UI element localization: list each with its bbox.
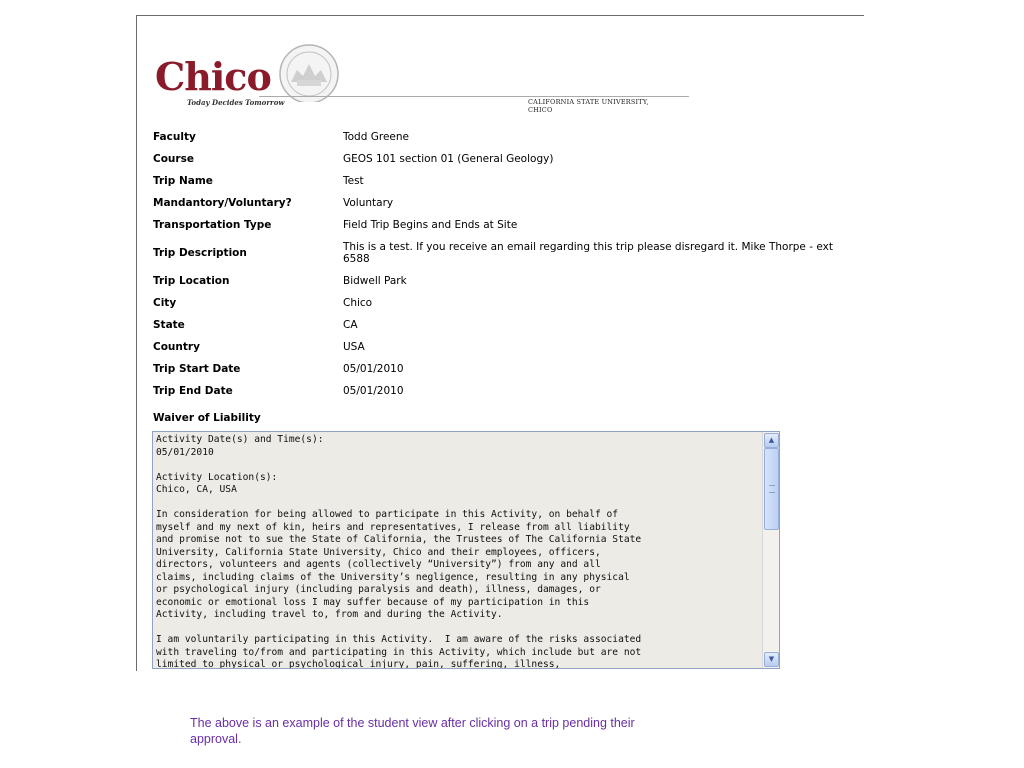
detail-value: CA — [343, 319, 358, 331]
scrollbar-grip-icon — [769, 485, 775, 493]
scroll-down-arrow-icon[interactable]: ▼ — [764, 652, 779, 667]
chico-logo-wordmark: Chico — [155, 54, 271, 99]
detail-row-country — [153, 336, 853, 358]
detail-label: Mandantory/Voluntary? — [153, 197, 292, 209]
trip-details-table — [153, 126, 853, 402]
detail-label: City — [153, 297, 177, 309]
detail-row-state — [153, 314, 853, 336]
university-name: CALIFORNIA STATE UNIVERSITY, CHICO — [528, 98, 649, 114]
detail-row-trip-description — [153, 236, 853, 270]
detail-row-transportation-type — [153, 214, 853, 236]
detail-row-city — [153, 292, 853, 314]
waiver-textarea[interactable] — [152, 431, 780, 669]
detail-value: This is a test. If you receive an email regarding this trip please disregard it. Mike Thorpe - ext 6588 — [343, 241, 833, 265]
university-header — [155, 38, 675, 114]
scrollbar-thumb[interactable] — [764, 448, 779, 530]
waiver-title: Waiver of Liability — [153, 412, 261, 424]
detail-label: Trip Description — [153, 247, 247, 259]
header-divider — [259, 96, 689, 97]
detail-value: 05/01/2010 — [343, 363, 404, 375]
detail-row-mandatory-voluntary — [153, 192, 853, 214]
detail-value: Chico — [343, 297, 373, 309]
detail-label: Course — [153, 153, 194, 165]
detail-row-trip-location — [153, 270, 853, 292]
detail-label: State — [153, 319, 185, 331]
detail-row-faculty — [153, 126, 853, 148]
screenshot-frame — [136, 15, 864, 671]
detail-label: Trip Location — [153, 275, 230, 287]
slide-caption: The above is an example of the student view after clicking on a trip pending their approval. — [190, 716, 635, 746]
detail-label: Trip Start Date — [153, 363, 241, 375]
detail-value: Voluntary — [343, 197, 394, 209]
scroll-up-arrow-icon[interactable]: ▲ — [764, 433, 779, 448]
detail-row-trip-start-date — [153, 358, 853, 380]
logo-tagline: Today Decides Tomorrow — [187, 98, 285, 107]
detail-label: Trip Name — [153, 175, 213, 187]
detail-label: Trip End Date — [153, 385, 233, 397]
detail-row-trip-end-date — [153, 380, 853, 402]
detail-row-course — [153, 148, 853, 170]
waiver-scrollbar[interactable] — [762, 432, 779, 668]
detail-label: Transportation Type — [153, 219, 272, 231]
waiver-text: Activity Date(s) and Time(s): 05/01/2010 Activity Location(s): Chico, CA, USA In consideration for being allowed to participate in this Activity, on behalf of myself and my next of kin, heirs and representatives, I release from all liability and promise not to sue the State of California, the Trustees of The California State University, California State University, Chico and their employees, officers, directors, volunteers and agents (collectively “University”) from any and all claims, including claims of the University’s negligence, resulting in any physical or psychological injury (including paralysis and death), illness, damages, or economic or emotional loss I may suffer because of my participation in this Activity, including travel to, from and during the Activity. I am voluntarily participating in this Activity. I am aware of the risks associated with traveling to/from and participating in this Activity, which include but are not limited to physical or psychological injury, pain, suffering, illness, — [156, 434, 642, 669]
detail-value: Bidwell Park — [343, 275, 407, 287]
detail-value: Field Trip Begins and Ends at Site — [343, 219, 518, 231]
detail-value: 05/01/2010 — [343, 385, 404, 397]
detail-value: GEOS 101 section 01 (General Geology) — [343, 153, 554, 165]
detail-value: USA — [343, 341, 365, 353]
detail-label: Country — [153, 341, 200, 353]
detail-label: Faculty — [153, 131, 196, 143]
detail-value: Todd Greene — [343, 131, 409, 143]
detail-value: Test — [343, 175, 364, 187]
detail-row-trip-name — [153, 170, 853, 192]
